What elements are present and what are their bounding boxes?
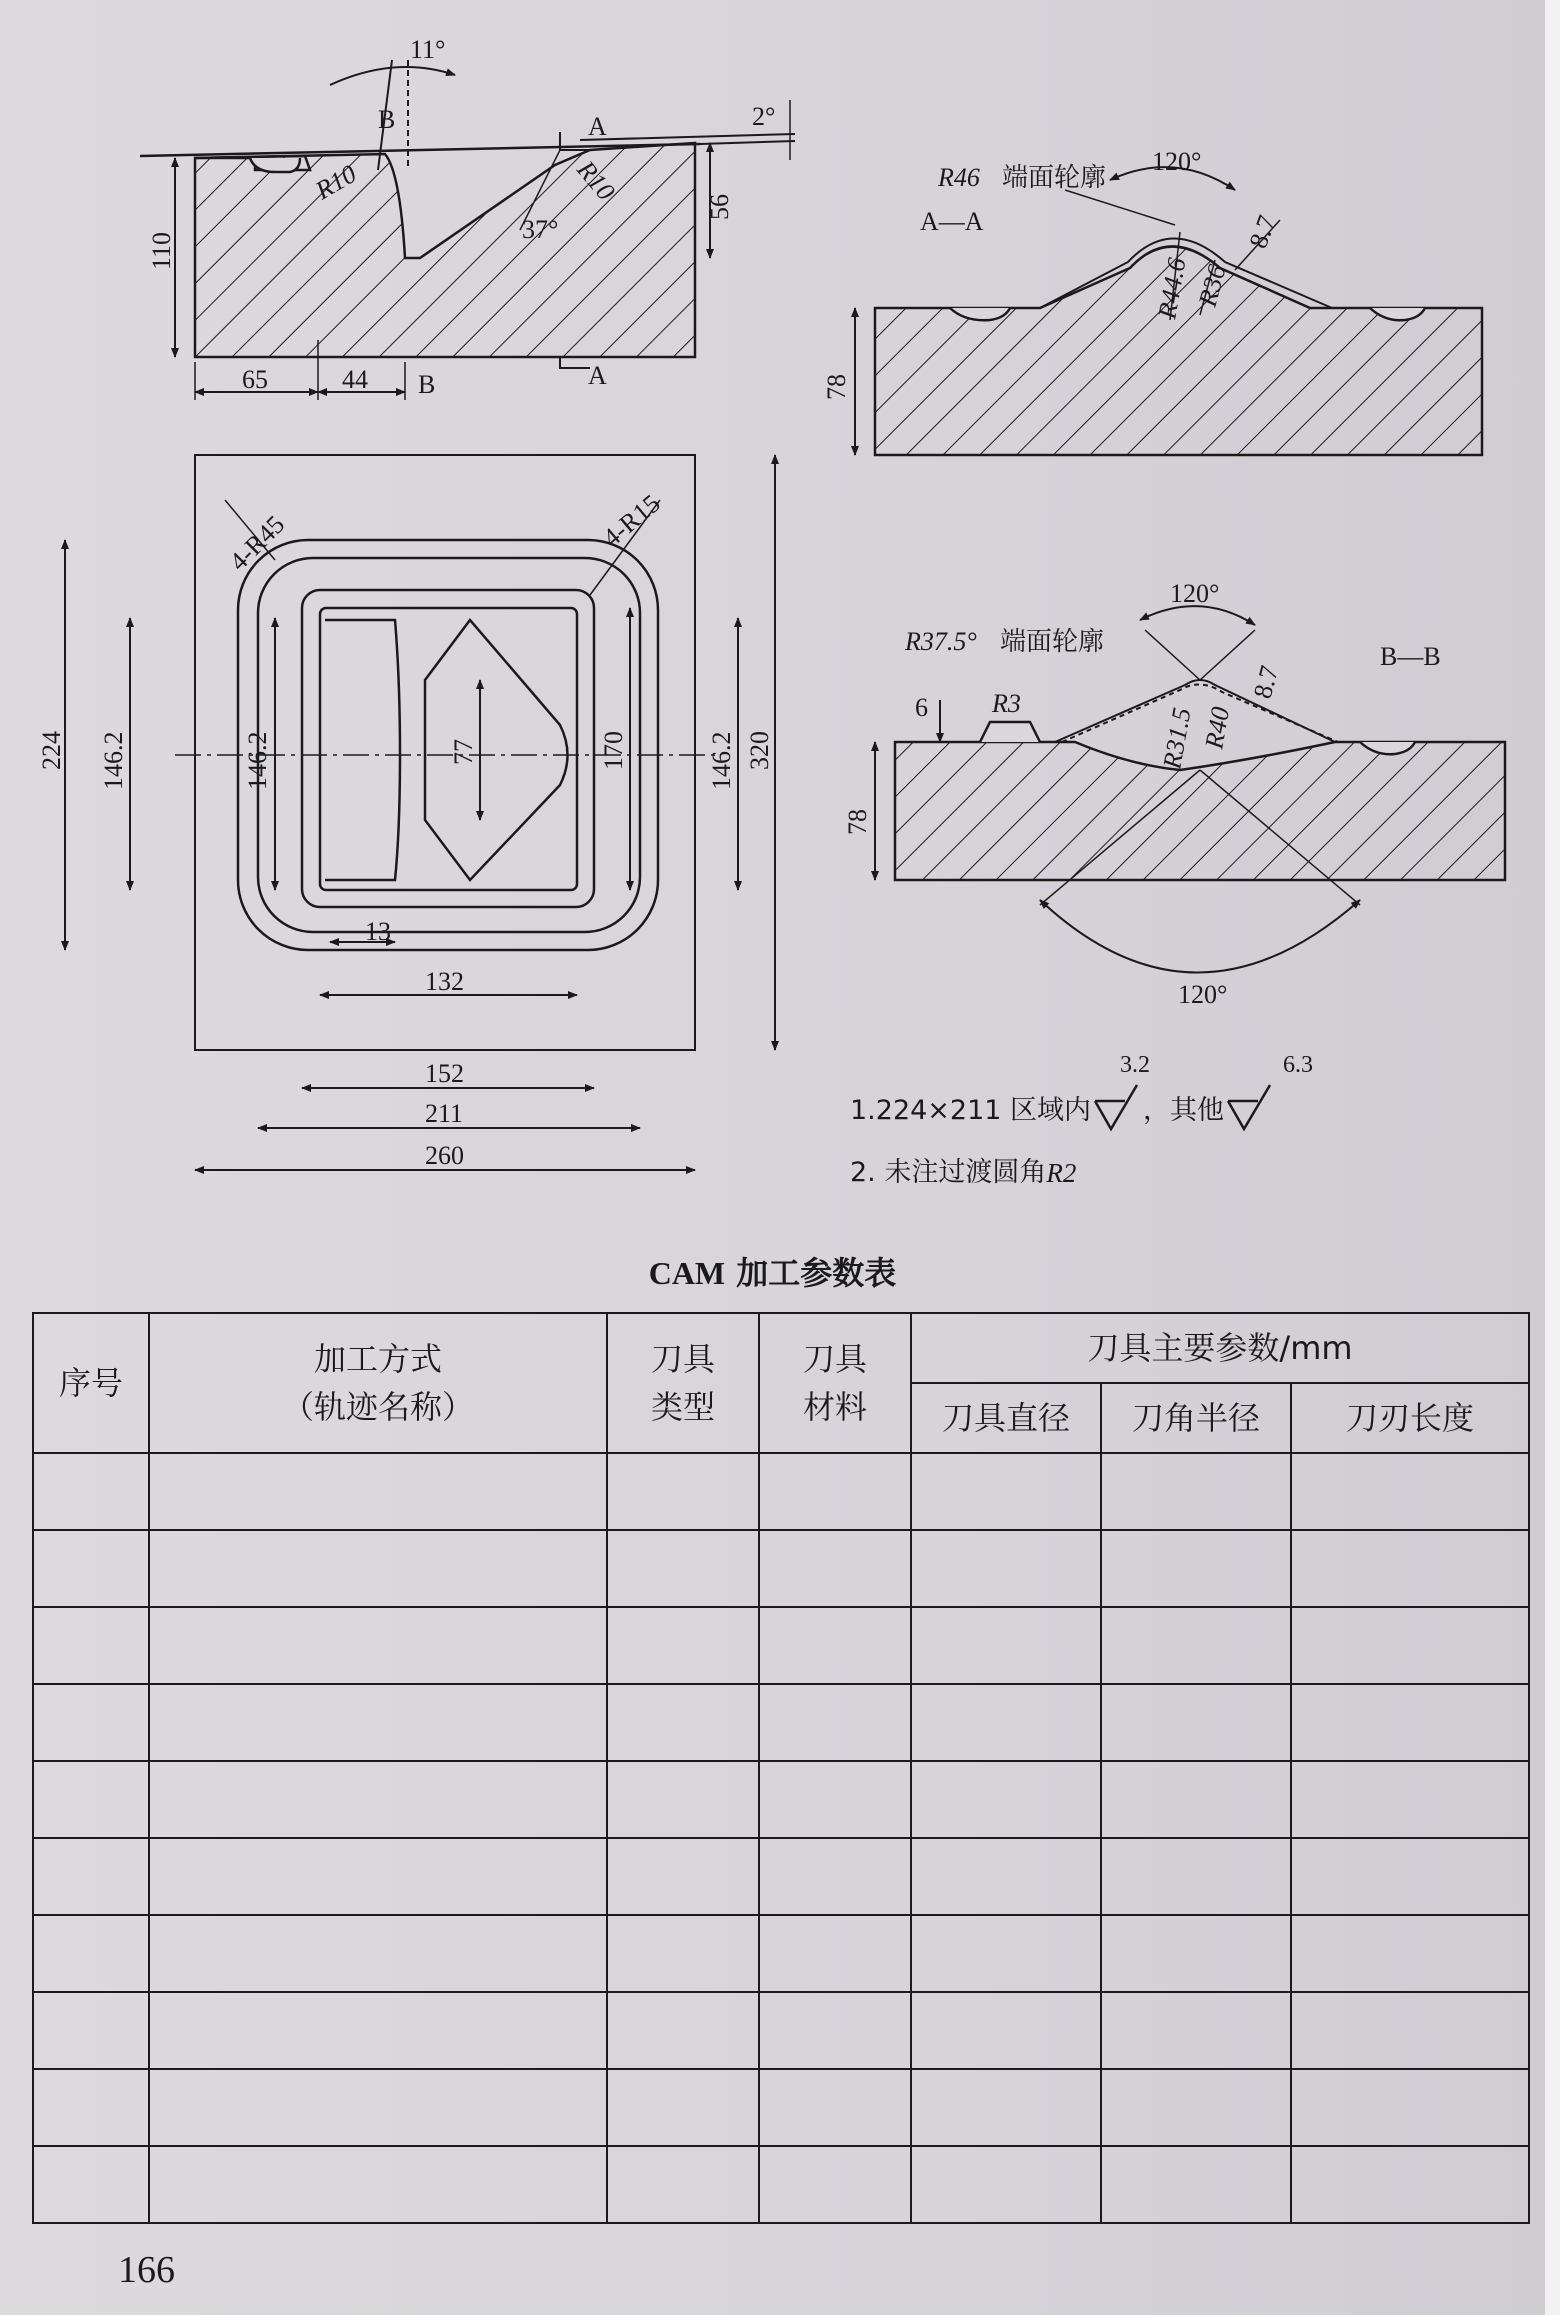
label-dim-132: 132 xyxy=(425,967,464,996)
table-cell[interactable] xyxy=(759,1607,911,1684)
table-body xyxy=(33,1453,1529,2223)
table-cell[interactable] xyxy=(149,2146,607,2223)
table-cell[interactable] xyxy=(759,1992,911,2069)
header-tool-type-line2: 类型 xyxy=(650,1388,715,1426)
header-method xyxy=(149,1313,607,1453)
table-cell[interactable] xyxy=(1291,2069,1529,2146)
table-row xyxy=(33,1453,1529,1530)
table-row xyxy=(33,1684,1529,1761)
label-angle-120-aa: 120° xyxy=(1152,147,1202,176)
table-cell[interactable] xyxy=(1101,1838,1291,1915)
header-tool-material xyxy=(759,1313,911,1453)
table-cell[interactable] xyxy=(33,1530,149,1607)
header-tool-material-line2: 材料 xyxy=(802,1388,867,1426)
table-cell[interactable] xyxy=(759,2146,911,2223)
table-cell[interactable] xyxy=(607,1607,759,1684)
table-row xyxy=(33,2069,1529,2146)
table-cell[interactable] xyxy=(911,1684,1101,1761)
technical-notes xyxy=(850,1080,1276,1204)
label-r36: R36 xyxy=(1192,261,1232,310)
label-dim-224: 224 xyxy=(37,731,66,770)
header-tool-material-line1: 刀具 xyxy=(802,1340,867,1378)
table-cell[interactable] xyxy=(759,1453,911,1530)
label-profile-aa: 端面轮廓 xyxy=(1002,163,1107,193)
header-method-line2: （轨迹名称） xyxy=(281,1388,474,1426)
label-dim-152: 152 xyxy=(425,1059,464,1088)
table-cell[interactable] xyxy=(33,1992,149,2069)
label-dim-146-2-left: 146.2 xyxy=(99,731,128,790)
label-dim-56: 56 xyxy=(705,194,734,220)
table-title-cjk: 加工参数表 xyxy=(725,1254,897,1292)
front-view-body xyxy=(195,143,695,357)
note-1-other: ，其他 xyxy=(1143,1095,1225,1126)
section-marker-b-bottom: B xyxy=(418,370,436,399)
label-r31-5: R31.5 xyxy=(1157,705,1197,772)
label-dim-320: 320 xyxy=(745,731,774,770)
header-diameter: 刀具直径 xyxy=(911,1383,1101,1453)
table-title-latin: CAM xyxy=(648,1255,726,1291)
table-cell[interactable] xyxy=(911,2069,1101,2146)
table-cell[interactable] xyxy=(149,1684,607,1761)
header-tool-type-line1: 刀具 xyxy=(650,1340,715,1378)
roughness-value-2: 6.3 xyxy=(1283,1052,1313,1078)
label-angle-120-bb-top: 120° xyxy=(1170,579,1220,608)
header-method-line1: 加工方式 xyxy=(313,1340,442,1378)
label-dim-146-2-right: 146.2 xyxy=(707,731,736,790)
table-cell[interactable] xyxy=(149,1530,607,1607)
header-main-params: 刀具主要参数/mm xyxy=(911,1313,1529,1383)
table-cell[interactable] xyxy=(149,1992,607,2069)
note-2-radius: R2 xyxy=(1046,1158,1077,1188)
table-cell[interactable] xyxy=(1101,1530,1291,1607)
table-cell[interactable] xyxy=(1101,1607,1291,1684)
table-cell[interactable] xyxy=(607,1915,759,1992)
label-dim-13: 13 xyxy=(365,917,391,946)
label-dim-77: 77 xyxy=(449,739,478,765)
table-cell[interactable] xyxy=(1291,1530,1529,1607)
front-view xyxy=(140,60,795,400)
label-dim-211: 211 xyxy=(425,1099,464,1128)
label-dim-78-aa: 78 xyxy=(822,374,851,400)
table-cell[interactable] xyxy=(33,2069,149,2146)
table-cell[interactable] xyxy=(911,1453,1101,1530)
table-cell[interactable] xyxy=(33,1915,149,1992)
label-dim-78-bb: 78 xyxy=(843,809,872,835)
table-cell[interactable] xyxy=(607,1684,759,1761)
table-cell[interactable] xyxy=(149,1838,607,1915)
table-cell[interactable] xyxy=(149,2069,607,2146)
label-dim-110: 110 xyxy=(147,231,176,270)
table-cell[interactable] xyxy=(759,1684,911,1761)
table-cell[interactable] xyxy=(607,2146,759,2223)
table-row xyxy=(33,1992,1529,2069)
table-cell[interactable] xyxy=(1101,1684,1291,1761)
table-cell[interactable] xyxy=(911,1838,1101,1915)
table-row xyxy=(33,1530,1529,1607)
table-cell[interactable] xyxy=(1101,1453,1291,1530)
table-cell[interactable] xyxy=(607,1992,759,2069)
label-angle-11: 11° xyxy=(410,35,446,64)
note-2-text: 2. 未注过渡圆角 xyxy=(850,1157,1047,1188)
section-marker-a-top: A xyxy=(588,112,607,141)
table-cell[interactable] xyxy=(607,1530,759,1607)
section-marker-b-top: B xyxy=(378,105,396,134)
label-angle-2: 2° xyxy=(752,102,776,131)
table-cell[interactable] xyxy=(607,1761,759,1838)
table-cell[interactable] xyxy=(33,1838,149,1915)
table-cell[interactable] xyxy=(149,1607,607,1684)
label-r46: R46 xyxy=(938,163,980,192)
header-edge-length: 刀刃长度 xyxy=(1291,1383,1529,1453)
label-dim-170: 170 xyxy=(599,731,628,770)
label-4-r15: 4-R15 xyxy=(597,488,666,553)
table-title xyxy=(0,1248,1545,1294)
section-marker-a-bottom: A xyxy=(588,361,607,390)
table-cell[interactable] xyxy=(33,1607,149,1684)
table-cell[interactable] xyxy=(1101,2146,1291,2223)
roughness-value-1: 3.2 xyxy=(1120,1052,1150,1078)
label-4-r45: 4-R45 xyxy=(223,509,291,577)
label-r3: R3 xyxy=(992,689,1021,718)
table-cell[interactable] xyxy=(911,1761,1101,1838)
table-cell[interactable] xyxy=(33,1684,149,1761)
table-cell[interactable] xyxy=(911,1915,1101,1992)
note-2 xyxy=(850,1142,1276,1204)
table-cell[interactable] xyxy=(911,1530,1101,1607)
section-bb-title: B—B xyxy=(1380,642,1441,671)
label-angle-120-bb-bottom: 120° xyxy=(1178,980,1228,1009)
table-cell[interactable] xyxy=(759,1838,911,1915)
roughness-symbol-2 xyxy=(1224,1083,1276,1139)
table-cell[interactable] xyxy=(149,1761,607,1838)
table-cell[interactable] xyxy=(911,1607,1101,1684)
table-cell[interactable] xyxy=(759,1530,911,1607)
table-cell[interactable] xyxy=(1291,1453,1529,1530)
label-dim-44: 44 xyxy=(342,365,368,394)
note-1 xyxy=(850,1080,1276,1142)
table-cell[interactable] xyxy=(33,2146,149,2223)
table-cell[interactable] xyxy=(1291,1684,1529,1761)
table-row xyxy=(33,1838,1529,1915)
table-row xyxy=(33,1607,1529,1684)
table-row xyxy=(33,2146,1529,2223)
table-row xyxy=(33,1761,1529,1838)
table-cell[interactable] xyxy=(1291,1761,1529,1838)
table-cell[interactable] xyxy=(607,1838,759,1915)
header-corner-radius: 刀角半径 xyxy=(1101,1383,1291,1453)
table-cell[interactable] xyxy=(1291,1915,1529,1992)
label-dim-146-2-inner: 146.2 xyxy=(243,731,272,790)
label-dim-8-7-bb: 8.7 xyxy=(1247,662,1285,702)
roughness-symbol-1 xyxy=(1091,1083,1143,1139)
label-r40: R40 xyxy=(1199,704,1236,752)
page-number: 166 xyxy=(118,2249,175,2291)
label-r44-6: R44.6 xyxy=(1152,255,1192,322)
table-cell[interactable] xyxy=(1101,1992,1291,2069)
label-r10-right: R10 xyxy=(571,155,621,206)
plan-view xyxy=(65,455,775,1170)
table-cell[interactable] xyxy=(911,1992,1101,2069)
table-cell[interactable] xyxy=(607,1453,759,1530)
table-cell[interactable] xyxy=(1101,1761,1291,1838)
table-cell[interactable] xyxy=(1291,1607,1529,1684)
table-cell[interactable] xyxy=(1101,1915,1291,1992)
label-angle-37: 37° xyxy=(522,215,559,244)
table-cell[interactable] xyxy=(1101,2069,1291,2146)
table-cell[interactable] xyxy=(33,1761,149,1838)
section-bb-body xyxy=(895,742,1505,880)
table-cell[interactable] xyxy=(1291,1992,1529,2069)
table-cell[interactable] xyxy=(1291,2146,1529,2223)
table-cell[interactable] xyxy=(33,1453,149,1530)
label-dim-260: 260 xyxy=(425,1141,464,1170)
table-cell[interactable] xyxy=(149,1915,607,1992)
table-cell[interactable] xyxy=(1291,1838,1529,1915)
note-1-text: 1.224×211 区域内 xyxy=(850,1095,1092,1126)
section-aa-title: A—A xyxy=(920,207,984,236)
table-row xyxy=(33,1915,1529,1992)
table-cell[interactable] xyxy=(911,2146,1101,2223)
table-cell[interactable] xyxy=(149,1453,607,1530)
table-cell[interactable] xyxy=(759,1915,911,1992)
cam-parameter-table xyxy=(32,1312,1530,2224)
table-cell[interactable] xyxy=(759,2069,911,2146)
table-cell[interactable] xyxy=(759,1761,911,1838)
label-dim-65: 65 xyxy=(242,365,268,394)
label-dim-8-7-aa: 8.7 xyxy=(1243,211,1282,253)
label-dim-6: 6 xyxy=(915,693,928,722)
label-r10-left: R10 xyxy=(310,159,362,206)
label-profile-bb: 端面轮廓 xyxy=(1000,627,1105,657)
table-cell[interactable] xyxy=(607,2069,759,2146)
header-tool-type xyxy=(607,1313,759,1453)
header-seq: 序号 xyxy=(33,1313,149,1453)
label-r37-5: R37.5° xyxy=(905,627,977,656)
